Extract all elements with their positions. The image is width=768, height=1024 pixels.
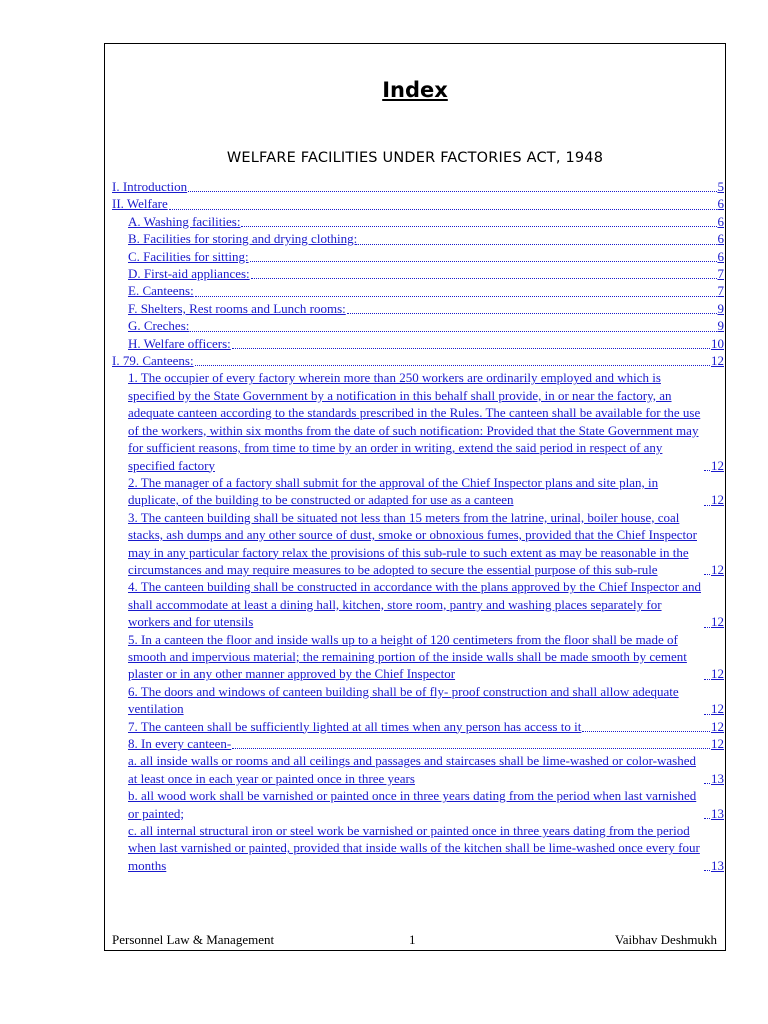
toc-dot-leader <box>188 191 716 192</box>
toc-dot-leader <box>195 296 717 297</box>
toc-page-number: 12 <box>711 666 724 682</box>
toc-dot-leader <box>169 209 717 210</box>
toc-entry-text: a. all inside walls or rooms and all ceilings and passages and staircases shall be lime-washed or color-washed at least once in each year or painted once in three years <box>128 753 696 786</box>
toc-entry[interactable] <box>112 248 724 265</box>
toc-entry[interactable] <box>112 735 724 752</box>
toc-entry[interactable] <box>112 509 724 579</box>
toc-entry-text: II. Welfare <box>112 196 168 212</box>
toc-entry[interactable] <box>112 631 724 683</box>
toc-entry-text: b. all wood work shall be varnished or painted once in three years dating from the period when last varnished or painted; <box>128 788 697 821</box>
toc-entry[interactable] <box>112 230 724 247</box>
toc-page-number: 6 <box>717 213 724 229</box>
toc-page-number: 6 <box>717 231 724 247</box>
toc-entry-text: A. Washing facilities: <box>128 213 241 229</box>
toc-dot-leader <box>704 505 710 506</box>
toc-entry-text: H. Welfare officers: <box>128 335 231 351</box>
toc-page-number: 12 <box>711 457 724 473</box>
toc-entry-text: D. First-aid appliances: <box>128 266 250 282</box>
toc-dot-leader <box>358 244 716 245</box>
toc-entry-text: 3. The canteen building shall be situated not less than 15 meters from the latrine, urinal, boiler house, coal stacks, ash dumps and any other source of dust, smoke or obnoxious fumes, provided that the Chief Inspector may in any particular factory relax the provisions of this sub-rule to such extent as may be reasonable in the circumstances and may require measures to be adopted to secure the essential purpose of this sub-rule <box>128 509 697 577</box>
toc-entry-text: 7. The canteen shall be sufficiently lighted at all times when any person has access to it <box>128 718 582 734</box>
toc-page-number: 7 <box>717 266 724 282</box>
footer-author: Vaibhav Deshmukh <box>614 932 717 947</box>
toc-entry-text: G. Creches: <box>128 318 190 334</box>
toc-dot-leader <box>704 870 710 871</box>
table-of-contents <box>112 178 724 874</box>
toc-entry[interactable] <box>112 369 724 473</box>
toc-entry[interactable] <box>112 282 724 299</box>
toc-entry-text: c. all internal structural iron or steel work be varnished or painted once in three years dating from the period when last varnished or painted, provided that inside walls of the kitchen shall be lime-washed once every four months <box>128 823 700 873</box>
toc-page-number: 12 <box>711 701 724 717</box>
toc-dot-leader <box>582 731 710 732</box>
toc-entry[interactable] <box>112 335 724 352</box>
toc-entry-text: E. Canteens: <box>128 283 194 299</box>
toc-page-number: 13 <box>711 857 724 873</box>
toc-entry[interactable] <box>112 683 724 718</box>
toc-dot-leader <box>704 783 710 784</box>
toc-page-number: 12 <box>711 561 724 577</box>
toc-entry[interactable] <box>112 474 724 509</box>
toc-entry[interactable] <box>112 195 724 212</box>
toc-entry-text: I. 79. Canteens: <box>112 353 194 369</box>
page-title: Index <box>382 78 448 102</box>
toc-entry[interactable] <box>112 178 724 195</box>
document-page <box>104 43 726 951</box>
toc-entry[interactable] <box>112 822 724 874</box>
footer-course-name: Personnel Law & Management <box>112 932 275 947</box>
page-footer <box>112 932 717 949</box>
toc-page-number: 6 <box>717 248 724 264</box>
toc-dot-leader <box>704 818 710 819</box>
toc-entry-text: I. Introduction <box>112 179 188 194</box>
toc-entry-text: B. Facilities for storing and drying clothing: <box>128 231 358 247</box>
toc-entry[interactable] <box>112 718 724 735</box>
toc-page-number: 9 <box>717 300 724 316</box>
toc-entry-text: 4. The canteen building shall be constructed in accordance with the plans approved by the Chief Inspector and shall accommodate at least a dining hall, kitchen, store room, pantry and washing places separately for workers and for utensils <box>128 579 702 630</box>
toc-entry[interactable] <box>112 787 724 822</box>
toc-entry[interactable] <box>112 317 724 334</box>
toc-entry[interactable] <box>112 352 724 369</box>
toc-dot-leader <box>704 470 710 471</box>
toc-dot-leader <box>704 714 710 715</box>
toc-dot-leader <box>347 313 717 314</box>
toc-entry-text: 1. The occupier of every factory wherein more than 250 workers are ordinarily employed and which is specified by the State Government by a notification in this behalf shall provide, in or near the factory, an adequate canteen according to the standards prescribed in the Rules. The canteen shall be available for the use of the workers, within six months from the date of such notification: Provided that the State Government may for sufficient reasons, from time to time by an order in writing, extend the said period in respect of any specified factory <box>128 370 701 473</box>
toc-dot-leader <box>232 348 710 349</box>
toc-page-number: 6 <box>717 196 724 212</box>
toc-entry-text: 2. The manager of a factory shall submit for the approval of the Chief Inspector plans and site plan, in duplicate, of the building to be constructed or adapted for use as a canteen <box>128 474 659 508</box>
toc-entry-text: 5. In a canteen the floor and inside walls up to a height of 120 centimeters from the floor shall be made of smooth and impervious material; the remaining portion of the inside walls shall be made smooth by cement plaster or in any other manner approved by the Chief Inspector <box>128 631 687 682</box>
toc-dot-leader <box>251 278 717 279</box>
toc-page-number: 13 <box>711 805 724 821</box>
toc-entry[interactable] <box>112 265 724 282</box>
toc-page-number: 12 <box>711 718 724 734</box>
toc-entry-text: 6. The doors and windows of canteen building shall be of fly- proof construction and shall allow adequate ventilation <box>128 683 679 717</box>
toc-page-number: 9 <box>717 318 724 334</box>
toc-page-number: 7 <box>717 283 724 299</box>
toc-entry[interactable] <box>112 300 724 317</box>
toc-dot-leader <box>250 261 717 262</box>
footer-page-number: 1 <box>409 932 416 947</box>
toc-entry[interactable] <box>112 213 724 230</box>
toc-entry[interactable] <box>112 752 724 787</box>
toc-entry-text: C. Facilities for sitting: <box>128 248 249 264</box>
toc-page-number: 12 <box>711 614 724 630</box>
toc-entry[interactable] <box>112 578 724 630</box>
toc-dot-leader <box>704 679 710 680</box>
toc-page-number: 10 <box>711 335 724 351</box>
toc-entry-text: F. Shelters, Rest rooms and Lunch rooms: <box>128 300 346 316</box>
toc-dot-leader <box>232 748 710 749</box>
toc-page-number: 13 <box>711 770 724 786</box>
toc-dot-leader <box>704 627 710 628</box>
document-subtitle: WELFARE FACILITIES UNDER FACTORIES ACT, 1948 <box>226 150 604 166</box>
toc-dot-leader <box>190 331 716 332</box>
toc-entry-text: 8. In every canteen- <box>128 736 232 751</box>
toc-page-number: 12 <box>711 736 724 751</box>
toc-page-number: 5 <box>717 179 724 194</box>
toc-page-number: 12 <box>711 492 724 508</box>
toc-dot-leader <box>241 226 716 227</box>
toc-dot-leader <box>704 574 710 575</box>
toc-dot-leader <box>195 365 710 366</box>
toc-page-number: 12 <box>711 353 724 369</box>
